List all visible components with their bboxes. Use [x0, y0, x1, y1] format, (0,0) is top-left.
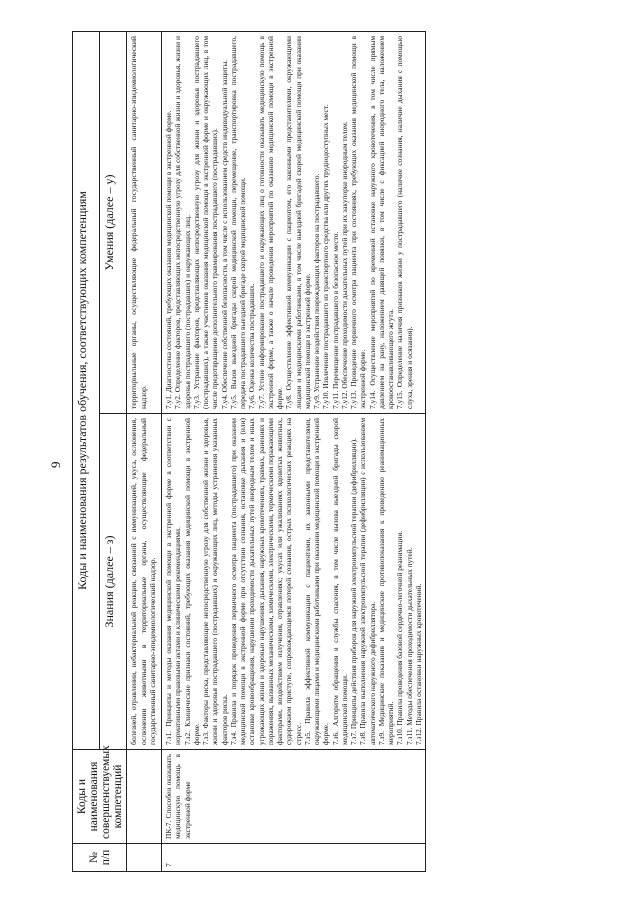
knowledge-item: 7.з7. Принципы действия приборов для наружной электроимпульсной терапии (дефибрилляции). — [349, 438, 358, 745]
skill-item: 7.у10. Извлечение пострадавшего из транспортного средства или других труднодоступных мест. — [321, 104, 331, 409]
knowledge-item: 7.з3. Факторы риска, представляющие непосредственную угрозу для собственной жизни и здоровья, жизни и здоровья пострадавшего (пострадавших) и окружающих лиц, методы устранения указанных факторов риска. — [201, 418, 229, 745]
knowledge-item: 7.з10. Правила проведения базовой сердечно-легочной реанимации. — [395, 530, 405, 745]
knowledge-item: 7.з9. Медицинские показания и медицинские противопоказания к проведению реанимационных мероприятий. — [376, 418, 395, 745]
knowledge-cell — [162, 414, 426, 750]
skill-item: 7.у4. Обеспечение собственной безопасности, в том числе с использованием средств индивидуальной защиты. — [219, 59, 229, 409]
skill-item: 7.у11. Перемещение пострадавшего в безопасное место. — [330, 231, 340, 409]
competence-cell: ПК-7. Способен оказывать медицинскую помощь в экстренной форме — [162, 750, 426, 844]
skill-item: 7.у6. Оценка количества пострадавших. — [247, 283, 257, 409]
skill-item: 7.у2. Определение факторов, представляющих непосредственную угрозу для собственной жизни и здоровья, жизни и здоровья пострадавшего (пострадавших) и окружающих лиц. — [173, 35, 192, 409]
knowledge-item: 7.з12. Правила остановки наружных кровотечений. — [413, 583, 423, 745]
competencies-table — [72, 31, 426, 872]
skill-item: 7.у9. Устранение воздействия повреждающих факторов на пострадавшего. — [312, 173, 321, 409]
continuation-row — [127, 31, 162, 871]
skill-item: 7.у14. Осуществление мероприятий по временной остановке наружного кровотечения, в том числе прямым давлением на рану, наложением давящей повязки, в том числе с фиксацией инородного тела, наложением кровоостанавливающего жгута. — [367, 35, 395, 409]
continuation-knowledge: болезней, отравлении, небактериальной реакции, связанной с иммунизацией, укуса, ослюнения, ослюнении животными в территориальные органы, осуществляющие федеральный государственный санитарно-эпидемиологический надзор. — [127, 414, 162, 750]
skill-item: 7.у1. Диагностика состояний, требующих оказания медицинской помощи в экстренной форме. — [164, 110, 173, 409]
skill-item: 7.у13. Проведение первичного осмотра пациента при состояниях, требующих оказания медицинской помощи в экстренной форме. — [349, 35, 368, 409]
page-number: 9 — [48, 461, 63, 468]
header-number: № п/п — [73, 844, 127, 872]
continuation-number-cell — [127, 844, 162, 872]
header-skills: Умения (далее – у) — [100, 31, 127, 413]
knowledge-item: 7.з8. Правила выполнения наружной электроимпульсной терапии (дефибрилляции) с использованием автоматического наружного дефибриллятора. — [358, 418, 377, 745]
knowledge-item: 7.з1. Принципы и методы оказания медицинской помощи в экстренной форме в соответствии с нормативными правовыми актами и клиническими рекомендациями. — [164, 418, 183, 745]
knowledge-item: 7.з6. Алгоритм обращения в службы спасения, в том числе вызова выездной бригады скорой медицинской помощи. — [330, 418, 349, 745]
skill-item: 7.у5. Вызов выездной бригады скорой медицинской помощи, перемещение, транспортировка пострадавшего, передача пострадавшего выездной бригаде скорой медицинской помощи. — [228, 35, 247, 409]
header-competence: Коды и наименования совершенствуемых компетенций — [73, 750, 127, 844]
row-number: 7 — [162, 844, 426, 872]
continuation-competence-cell — [127, 750, 162, 844]
skill-item: 7.у15. Определение наличия признаков жизни у пострадавшего (наличие сознания, наличие дыхания с помощью слуха, зрения и осязания). — [395, 35, 414, 409]
skill-item: 7.у8. Осуществление эффективной коммуникации с пациентом, его законными представителями, окружающими лицами и медицинскими работниками, в том числе выездной бригадой скорой медицинской помощи при оказании медицинской помощи в экстренной форме. — [284, 35, 312, 409]
knowledge-item: 7.з5. Правила эффективной коммуникации с пациентами, их законными представителями, окружающими лицами и медицинскими работниками при оказании медицинской помощи в экстренной форме. — [302, 418, 331, 745]
header-knowledge: Знания (далее – з) — [100, 414, 127, 750]
header-results: Коды и наименования результатов обучения, соответствующих компетенциям — [73, 31, 100, 749]
knowledge-item: 7.з4. Правила и порядок проведения первичного осмотра пациента (пострадавшего) при оказании медицинской помощи в экстренной форме при отсутствии сознания, остановке дыхания и (или) остановке кровообращения, нарушении проходимости дыхательных путей инородным телом и иных угрожающих жизни и здоровью нарушениях дыхания, наружных кровотечениях, травмах, ранениях и поражениях, вызванных механическими, химическими, электрическими, термическими поражающими факторами, воздействием излучения, отравлениях; укусах или ужаливаниях ядовитых животных, судорожном приступе, сопровождающемся потерей сознания, острых психологических реакциях на стресс. — [228, 418, 303, 745]
skill-item: 7.у7. Устное информирование пострадавшего и окружающих лиц о готовности оказывать медицинскую помощь в экстренной форме, а также о начале проведения мероприятий по оказанию медицинской помощи в экстренной форме. — [256, 35, 284, 409]
table-row — [162, 31, 426, 871]
knowledge-item: 7.з11. Методы обеспечения проходимости дыхательных путей. — [404, 547, 414, 745]
continuation-skills: территориальные органы, осуществляющие федеральный государственный санитарно-эпидемиологический надзор. — [127, 31, 162, 413]
knowledge-item: 7.з2. Клинические признаки состояний, требующих оказания медицинской помощи в экстренной форме. — [182, 418, 201, 745]
skills-cell — [162, 31, 426, 413]
skill-item: 7.у3. Устранение факторов, представляющих непосредственную угрозу для жизни и здоровья пострадавшего (пострадавших), а также участников оказания медицинской помощи в экстренной форме и окружающих лиц, в том числе предотвращение дополнительного травмирования пострадавшего (пострадавших). — [191, 35, 220, 409]
skill-item: 7.у12. Обеспечение проходимости дыхательных путей при их закупорке инородным телом. — [339, 121, 349, 409]
